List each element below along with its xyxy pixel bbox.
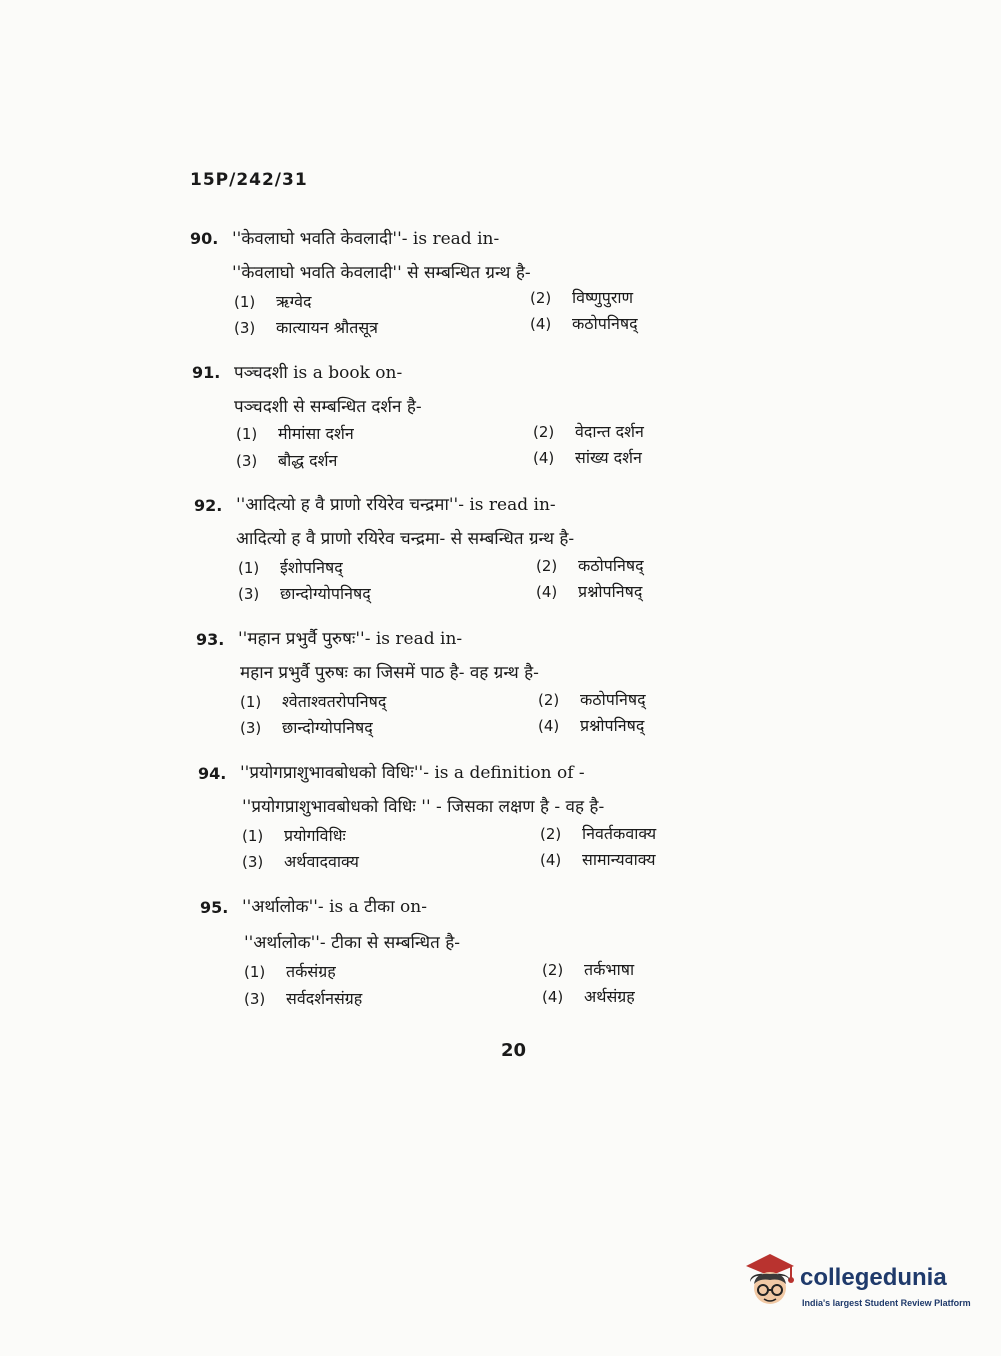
option-4: [540, 848, 656, 870]
option-number: (4): [530, 315, 552, 333]
brand-name: collegedunia: [800, 1264, 947, 1291]
option-2: [530, 286, 633, 308]
question-text-en: ''अर्थालोक''- is a टीका on-: [242, 897, 427, 917]
option-text: सांख्य दर्शन: [575, 448, 642, 467]
option-4: [536, 580, 642, 602]
option-number: (4): [540, 851, 562, 869]
option-text: वेदान्त दर्शन: [575, 422, 644, 441]
option-number: (1): [236, 425, 258, 443]
option-number: (1): [234, 293, 256, 311]
option-3: [238, 582, 371, 604]
question-number: 93.: [196, 630, 225, 649]
question-number: 90.: [190, 229, 219, 248]
option-text: ईशोपनिषद्: [280, 558, 343, 577]
option-number: (1): [240, 693, 262, 711]
question-text-hi: ''प्रयोगप्राशुभावबोधको विधिः '' - जिसका लक्षण है - वह है-: [242, 797, 605, 817]
option-number: (2): [540, 825, 562, 843]
option-text: कात्यायन श्रौतसूत्र: [276, 318, 378, 337]
graduate-mascot-icon: [742, 1252, 798, 1314]
option-1: [236, 422, 354, 444]
option-number: (3): [238, 585, 260, 603]
option-1: [242, 824, 346, 846]
option-text: मीमांसा दर्शन: [278, 424, 354, 443]
option-number: (1): [244, 963, 266, 981]
option-number: (3): [242, 853, 264, 871]
option-number: (2): [530, 289, 552, 307]
option-number: (4): [542, 988, 564, 1006]
option-text: छान्दोग्योपनिषद्: [282, 718, 373, 737]
option-text: कठोपनिषद्: [578, 556, 644, 575]
option-text: निवर्तकवाक्य: [582, 824, 657, 843]
option-text: विष्णुपुराण: [572, 288, 634, 307]
option-number: (3): [244, 990, 266, 1008]
option-number: (4): [538, 717, 560, 735]
option-text: तर्कभाषा: [584, 960, 635, 979]
option-number: (2): [538, 691, 560, 709]
option-2: [538, 688, 646, 710]
option-4: [542, 985, 635, 1007]
option-number: (4): [533, 449, 555, 467]
option-text: ऋग्वेद: [276, 292, 312, 311]
question-text-hi: महान प्रभुर्वै पुरुषः का जिसमें पाठ है- वह ग्रन्थ है-: [240, 663, 539, 683]
question-text-hi: आदित्यो ह वै प्राणो रयिरेव चन्द्रमा- से सम्बन्धित ग्रन्थ है-: [236, 529, 575, 549]
option-text: श्वेताश्वतरोपनिषद्: [282, 692, 387, 711]
option-3: [242, 850, 359, 872]
page-number: 20: [501, 1040, 527, 1061]
option-text: प्रश्नोपनिषद्: [578, 582, 643, 601]
option-1: [244, 960, 336, 982]
paper-code: 15P/242/31: [190, 170, 308, 190]
option-text: कठोपनिषद्: [572, 314, 638, 333]
option-text: प्रयोगविधिः: [284, 826, 346, 845]
option-number: (3): [234, 319, 256, 337]
option-number: (3): [240, 719, 262, 737]
option-number: (2): [542, 961, 564, 979]
option-2: [542, 958, 634, 980]
option-3: [236, 449, 337, 471]
option-1: [240, 690, 386, 712]
option-text: बौद्ध दर्शन: [278, 451, 338, 470]
option-number: (2): [536, 557, 558, 575]
option-4: [530, 312, 638, 334]
option-text: छान्दोग्योपनिषद्: [280, 584, 371, 603]
option-4: [533, 446, 642, 468]
option-3: [244, 987, 362, 1009]
option-1: [238, 556, 343, 578]
option-number: (2): [533, 423, 555, 441]
option-3: [234, 316, 378, 338]
option-text: सर्वदर्शनसंग्रह: [286, 989, 363, 1008]
question-text-hi: ''केवलाघो भवति केवलादी'' से सम्बन्धित ग्रन्थ है-: [232, 263, 531, 283]
option-2: [533, 420, 644, 442]
option-number: (3): [236, 452, 258, 470]
option-2: [540, 822, 656, 844]
option-text: प्रश्नोपनिषद्: [580, 716, 645, 735]
brand-tagline: India's largest Student Review Platform: [802, 1298, 971, 1308]
question-number: 91.: [192, 363, 221, 382]
option-2: [536, 554, 644, 576]
question-text-en: पञ्चदशी is a book on-: [234, 363, 403, 383]
option-number: (1): [238, 559, 260, 577]
question-number: 94.: [198, 764, 227, 783]
option-1: [234, 290, 312, 312]
option-text: तर्कसंग्रह: [286, 962, 336, 981]
option-3: [240, 716, 373, 738]
option-text: कठोपनिषद्: [580, 690, 646, 709]
question-text-en: ''प्रयोगप्राशुभावबोधको विधिः''- is a definition of -: [240, 763, 585, 783]
option-text: अर्थसंग्रह: [584, 987, 635, 1006]
question-text-hi: ''अर्थालोक''- टीका से सम्बन्धित है-: [244, 933, 460, 953]
option-text: सामान्यवाक्य: [582, 850, 656, 869]
question-text-en: ''महान प्रभुर्वै पुरुषः''- is read in-: [238, 629, 463, 649]
option-number: (1): [242, 827, 264, 845]
collegedunia-watermark: [742, 1246, 972, 1316]
question-text-en: ''केवलाघो भवति केवलादी''- is read in-: [232, 229, 500, 249]
question-number: 95.: [200, 898, 229, 917]
question-number: 92.: [194, 496, 223, 515]
option-4: [538, 714, 644, 736]
question-text-en: ''आदित्यो ह वै प्राणो रयिरेव चन्द्रमा''- is read in-: [236, 495, 556, 515]
option-number: (4): [536, 583, 558, 601]
option-text: अर्थवादवाक्य: [284, 852, 359, 871]
question-text-hi: पञ्चदशी से सम्बन्धित दर्शन है-: [234, 397, 422, 417]
